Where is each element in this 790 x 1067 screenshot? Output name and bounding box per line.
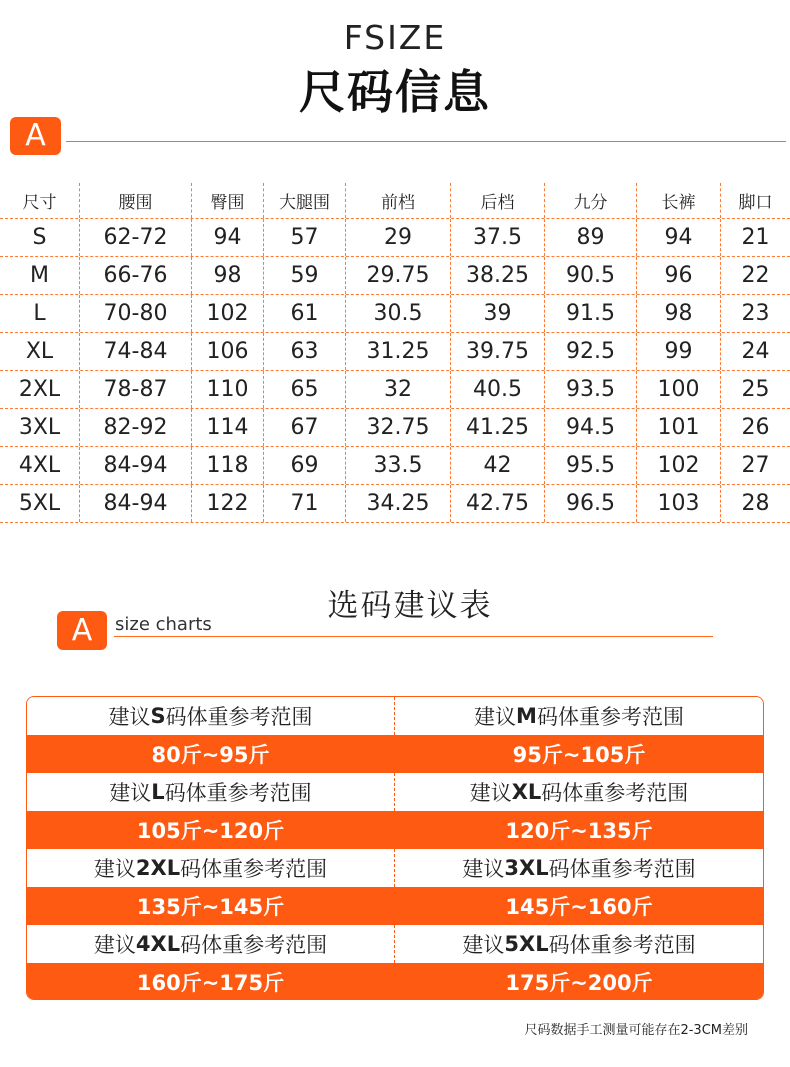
label-prefix: 建议	[469, 781, 512, 805]
table-cell: 39	[451, 295, 545, 332]
weight-range: 145斤~160斤	[505, 895, 653, 919]
label-prefix: 建议	[93, 933, 136, 957]
column-header: 长裤	[637, 183, 721, 218]
weight-range: 175斤~200斤	[505, 971, 653, 995]
table-cell: 84-94	[80, 447, 192, 484]
table-cell: 90.5	[545, 257, 637, 294]
column-header: 脚口	[738, 193, 773, 213]
weight-range: 95斤~105斤	[512, 743, 646, 767]
label-prefix: 建议	[108, 705, 151, 729]
table-cell: 23	[741, 301, 770, 326]
table-cell: 94	[637, 219, 721, 256]
table-cell: 32.75	[346, 409, 451, 446]
table-cell: 65	[264, 371, 346, 408]
label-suffix: 码体重参考范围	[536, 705, 684, 729]
table-cell: 94.5	[545, 409, 637, 446]
table-cell: 29.75	[346, 257, 451, 294]
section-divider	[66, 141, 786, 142]
recommend-label	[395, 925, 763, 963]
size-code: 5XL	[504, 932, 549, 956]
table-row	[0, 447, 790, 485]
table-cell: 71	[264, 485, 346, 522]
label-prefix: 建议	[109, 781, 152, 805]
table-cell: 99	[637, 333, 721, 370]
header-title-en: FSIZE	[343, 18, 447, 57]
section-badge: A	[57, 611, 107, 650]
table-cell: 103	[637, 485, 721, 522]
recommend-table	[26, 696, 764, 1000]
table-cell: 59	[264, 257, 346, 294]
table-cell: 102	[637, 447, 721, 484]
table-row	[0, 333, 790, 371]
size-code: M	[516, 704, 537, 728]
table-cell: 39.75	[451, 333, 545, 370]
column-header: 前档	[346, 183, 451, 218]
weight-range: 135斤~145斤	[27, 887, 395, 925]
table-cell: 41.25	[451, 409, 545, 446]
table-cell: 22	[741, 263, 770, 288]
table-cell: 57	[264, 219, 346, 256]
section-subtitle: size charts	[115, 614, 212, 635]
column-header: 腰围	[80, 183, 192, 218]
size-code: S	[150, 704, 166, 728]
recommend-title: 选码建议表	[327, 588, 493, 624]
label-prefix: 建议	[474, 705, 517, 729]
table-cell: 114	[192, 409, 264, 446]
table-row	[0, 257, 790, 295]
size-label: S	[0, 219, 80, 256]
size-label: XL	[0, 333, 80, 370]
table-cell: 94	[192, 219, 264, 256]
table-cell: 110	[192, 371, 264, 408]
label-prefix: 建议	[93, 857, 136, 881]
table-cell: 34.25	[346, 485, 451, 522]
table-cell: 32	[346, 371, 451, 408]
table-cell: 102	[192, 295, 264, 332]
recommend-label	[395, 849, 763, 887]
recommend-label	[27, 925, 395, 963]
table-cell: 92.5	[545, 333, 637, 370]
table-cell: 95.5	[545, 447, 637, 484]
table-cell: 96	[637, 257, 721, 294]
table-cell: 66-76	[80, 257, 192, 294]
section-divider	[114, 636, 713, 637]
table-cell: 27	[741, 453, 770, 478]
recommend-range-row	[27, 735, 763, 773]
label-suffix: 码体重参考范围	[165, 705, 313, 729]
table-row	[0, 409, 790, 447]
label-suffix: 码体重参考范围	[180, 857, 328, 881]
table-cell: 101	[637, 409, 721, 446]
table-cell: 31.25	[346, 333, 451, 370]
table-cell: 69	[264, 447, 346, 484]
size-label: M	[0, 257, 80, 294]
table-cell: 122	[192, 485, 264, 522]
table-row	[0, 485, 790, 523]
recommend-range-row	[27, 963, 763, 1000]
recommend-label-row	[27, 773, 763, 811]
size-label: L	[0, 295, 80, 332]
recommend-label	[395, 697, 763, 735]
table-cell: 21	[741, 225, 770, 250]
recommend-range-row	[27, 811, 763, 849]
size-code: 2XL	[135, 856, 181, 880]
size-code: 4XL	[135, 932, 181, 956]
size-code: XL	[511, 780, 542, 804]
label-suffix: 码体重参考范围	[548, 857, 696, 881]
column-header: 九分	[545, 183, 637, 218]
table-cell: 118	[192, 447, 264, 484]
recommend-label	[27, 773, 395, 811]
size-label: 5XL	[0, 485, 80, 522]
table-cell: 42.75	[451, 485, 545, 522]
column-header: 大腿围	[264, 183, 346, 218]
column-header: 后档	[451, 183, 545, 218]
label-prefix: 建议	[462, 933, 505, 957]
label-suffix: 码体重参考范围	[541, 781, 689, 805]
recommend-range-row	[27, 887, 763, 925]
size-code: 3XL	[504, 856, 549, 880]
header-title-cn: 尺码信息	[299, 65, 491, 119]
table-cell: 91.5	[545, 295, 637, 332]
table-cell: 96.5	[545, 485, 637, 522]
table-cell: 26	[741, 415, 770, 440]
table-cell: 98	[192, 257, 264, 294]
size-label: 4XL	[0, 447, 80, 484]
table-cell: 40.5	[451, 371, 545, 408]
table-cell: 89	[545, 219, 637, 256]
table-cell: 70-80	[80, 295, 192, 332]
table-row	[0, 295, 790, 333]
table-cell: 30.5	[346, 295, 451, 332]
table-cell: 62-72	[80, 219, 192, 256]
recommend-label	[27, 697, 395, 735]
label-prefix: 建议	[462, 857, 505, 881]
table-cell: 25	[741, 377, 770, 402]
column-header: 尺寸	[0, 183, 80, 218]
table-cell: 61	[264, 295, 346, 332]
table-row	[0, 371, 790, 409]
table-cell: 93.5	[545, 371, 637, 408]
table-cell: 24	[741, 339, 770, 364]
recommend-label-row	[27, 849, 763, 887]
label-suffix: 码体重参考范围	[548, 933, 696, 957]
recommend-label-row	[27, 697, 763, 735]
table-cell: 84-94	[80, 485, 192, 522]
table-cell: 63	[264, 333, 346, 370]
recommend-label	[27, 849, 395, 887]
size-table	[0, 183, 790, 523]
table-cell: 82-92	[80, 409, 192, 446]
column-header: 臀围	[192, 183, 264, 218]
table-row	[0, 219, 790, 257]
weight-range: 120斤~135斤	[505, 819, 653, 843]
weight-range: 105斤~120斤	[27, 811, 395, 849]
label-suffix: 码体重参考范围	[164, 781, 312, 805]
label-suffix: 码体重参考范围	[180, 933, 328, 957]
table-cell: 98	[637, 295, 721, 332]
table-cell: 78-87	[80, 371, 192, 408]
weight-range: 160斤~175斤	[27, 963, 395, 1000]
table-cell: 42	[451, 447, 545, 484]
table-cell: 74-84	[80, 333, 192, 370]
size-code: L	[151, 780, 165, 804]
table-cell: 67	[264, 409, 346, 446]
footnote: 尺码数据手工测量可能存在2-3CM差别	[524, 1023, 748, 1038]
weight-range: 80斤~95斤	[27, 735, 395, 773]
section-badge: A	[10, 117, 61, 155]
size-label: 3XL	[0, 409, 80, 446]
table-cell: 29	[346, 219, 451, 256]
recommend-label-row	[27, 925, 763, 963]
recommend-label	[395, 773, 763, 811]
size-label: 2XL	[0, 371, 80, 408]
size-table-body	[0, 219, 790, 523]
table-cell: 100	[637, 371, 721, 408]
table-cell: 106	[192, 333, 264, 370]
table-cell: 28	[741, 491, 770, 516]
size-table-header-row	[0, 183, 790, 219]
table-cell: 37.5	[451, 219, 545, 256]
table-cell: 38.25	[451, 257, 545, 294]
table-cell: 33.5	[346, 447, 451, 484]
